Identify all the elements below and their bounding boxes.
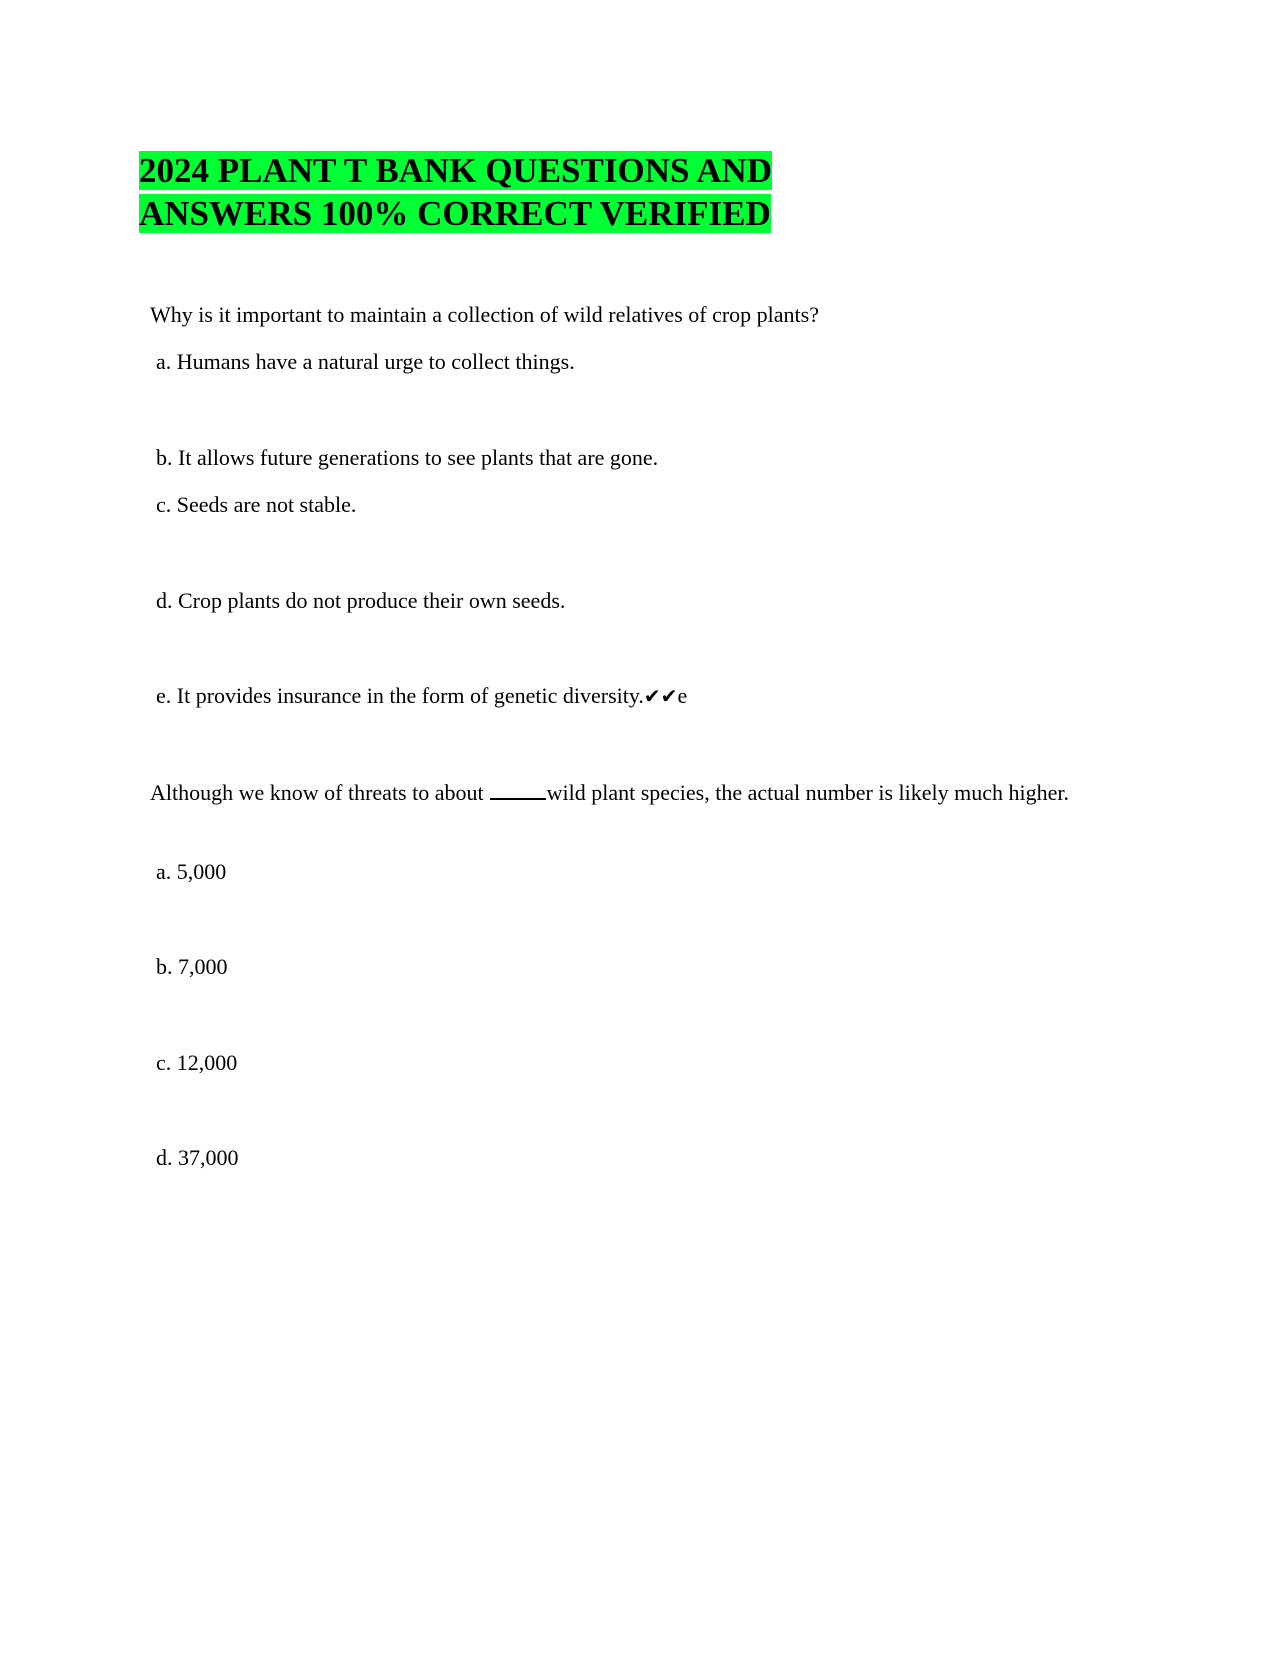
title-line-2: ANSWERS 100% CORRECT VERIFIED [139,194,771,233]
document-title [139,149,772,235]
question-1-text: Why is it important to maintain a collection of wild relatives of crop plants? [150,302,819,327]
answer-letter: e [677,683,688,708]
question-1-option-c: c. Seeds are not stable. [156,492,357,517]
answer-check-icon: ✔✔ [643,684,678,708]
question-2-option-b: b. 7,000 [156,954,228,979]
question-2-option-a: a. 5,000 [156,859,227,884]
title-line-1: 2024 PLANT T BANK QUESTIONS AND [139,151,773,190]
question-2-option-d: d. 37,000 [156,1145,239,1170]
question-1-option-a: a. Humans have a natural urge to collect things. [156,349,575,374]
question-2-text: Although we know of threats to about wild plant species, the actual number is likely much higher. [150,780,1069,805]
question-2-option-c: c. 12,000 [156,1050,238,1075]
option-e-text: e. It provides insurance in the form of genetic diversity. [156,683,644,708]
question-1-option-e [156,681,687,711]
question-1-option-b: b. It allows future generations to see plants that are gone. [156,445,659,470]
question-1-option-d: d. Crop plants do not produce their own seeds. [156,588,566,613]
fill-in-blank [490,780,546,800]
